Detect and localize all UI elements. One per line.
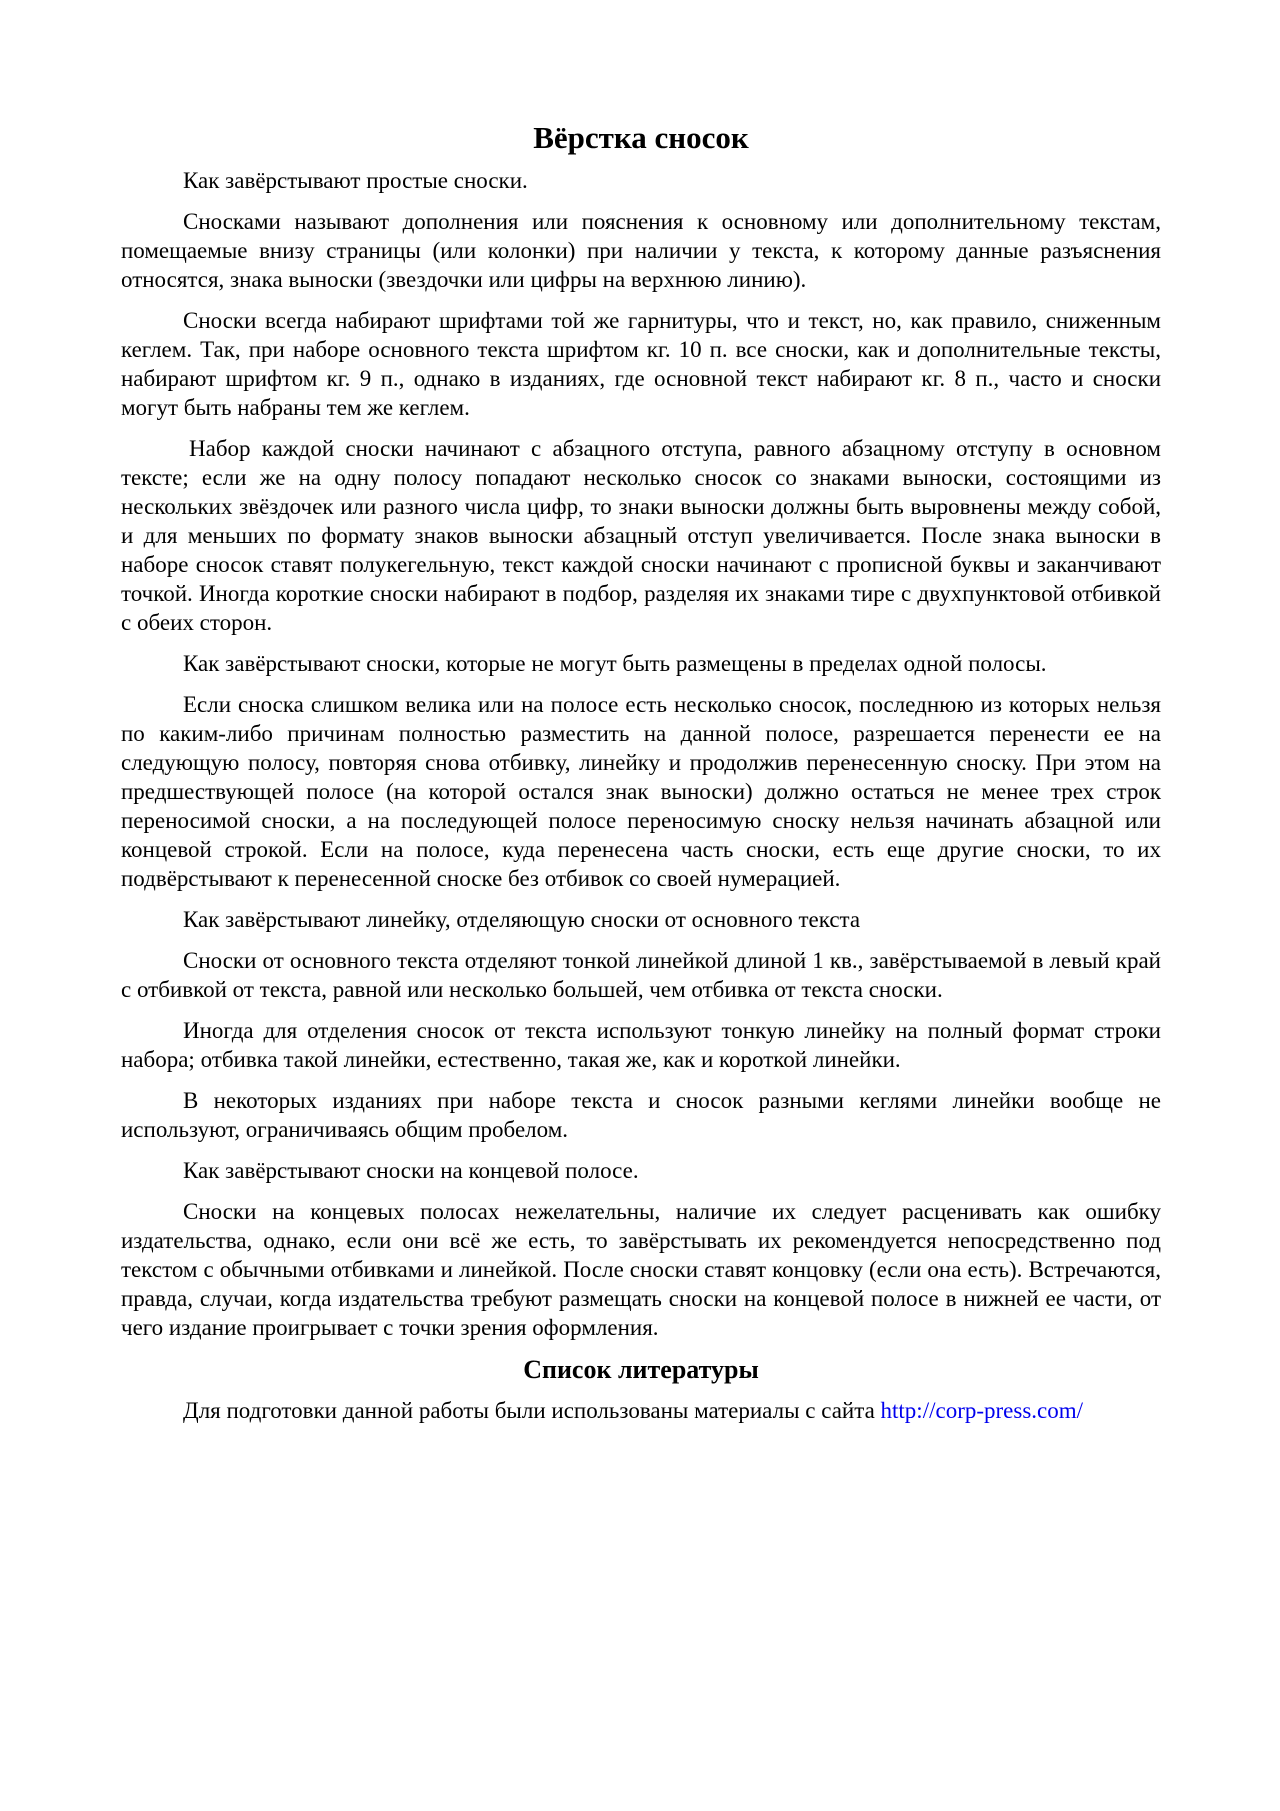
paragraph-4: Набор каждой сноски начинают с абзацного отступа, равного абзацному отступу в основном тексте; если же на одну полосу попадают несколько сносок со знаками выноски, состоящими из нескольких звёздочек или разного числа цифр, то знаки выноски должны быть выровнены между собой, и для меньших по формату знаков выноски абзацный отступ увеличивается. После знака выноски в наборе сносок ставят полукегельную, текст каждой сноски начинают с прописной буквы и заканчивают точкой. Иногда короткие сноски набирают в подбор, разделяя их знаками тире с двухпунктовой отбивкой с обеих сторон. (121, 436, 1161, 635)
paragraph-2: Сносками называют дополнения или пояснения к основному или дополнительному текстам, помещаемые внизу страницы (или колонки) при наличии у текста, к которому данные разъяснения относятся, знака выноски (звездочки или цифры на верхнюю линию). (121, 209, 1161, 292)
paragraph-9: Иногда для отделения сносок от текста используют тонкую линейку на полный формат строки набора; отбивка такой линейки, естественно, такая же, как и короткой линейки. (121, 1018, 1161, 1072)
paragraph-11: Как завёрстывают сноски на концевой полосе. (183, 1158, 639, 1183)
paragraph-8: Сноски от основного текста отделяют тонкой линейкой длиной 1 кв., завёрстываемой в левый край с отбивкой от текста, равной или несколько большей, чем отбивка от текста сноски. (121, 948, 1161, 1002)
document-title: Вёрстка сносок (533, 120, 749, 155)
paragraph-6: Если сноска слишком велика или на полосе есть несколько сносок, последнюю из которых нельзя по каким-либо причинам полностью разместить на данной полосе, разрешается перенести ее на следующую полосу, повторяя снова отбивку, линейку и продолжив перенесенную сноску. При этом на предшествующей полосе (на которой остался знак выноски) должно остаться не менее трех строк переносимой сноски, а на последующей полосе переносимую сноску нельзя начинать абзацной или концевой строкой. Если на полосе, куда перенесена часть сноски, есть еще другие сноски, то их подвёрстывают к перенесенной сноске без отбивок со своей нумерацией. (121, 692, 1161, 891)
paragraph-5: Как завёрстывают сноски, которые не могут быть размещены в пределах одной полосы. (183, 651, 1047, 676)
document-body (121, 120, 1161, 1437)
paragraph-3: Сноски всегда набирают шрифтами той же гарнитуры, что и текст, но, как правило, сниженным кеглем. Так, при наборе основного текста шрифтом кг. 10 п. все сноски, как и дополнительные тексты, набирают шрифтом кг. 9 п., однако в изданиях, где основной текст набирают кг. 8 п., часто и сноски могут быть набраны тем же кеглем. (121, 308, 1161, 420)
bibliography-paragraph (121, 1396, 1161, 1425)
paragraph-10: В некоторых изданиях при наборе текста и сносок разными кеглями линейки вообще не используют, ограничиваясь общим пробелом. (121, 1088, 1161, 1142)
paragraph-1: Как завёрстывают простые сноски. (183, 168, 528, 193)
paragraph-7: Как завёрстывают линейку, отделяющую сноски от основного текста (183, 907, 861, 932)
paragraph-12: Сноски на концевых полосах нежелательны, наличие их следует расценивать как ошибку издательства, однако, если они всё же есть, то завёрстывать их рекомендуется непосредственно под текстом с обычными отбивками и линейкой. После сноски ставят концовку (если она есть). Встречаются, правда, случаи, когда издательства требуют размещать сноски на концевой полосе в нижней ее части, от чего издание проигрывает с точки зрения оформления. (121, 1199, 1161, 1340)
source-link[interactable]: http://corp-press.com/ (880, 1398, 1084, 1423)
bibliography-heading: Список литературы (523, 1355, 759, 1384)
bibliography-text: Для подготовки данной работы были использованы материалы с сайта (183, 1398, 881, 1423)
